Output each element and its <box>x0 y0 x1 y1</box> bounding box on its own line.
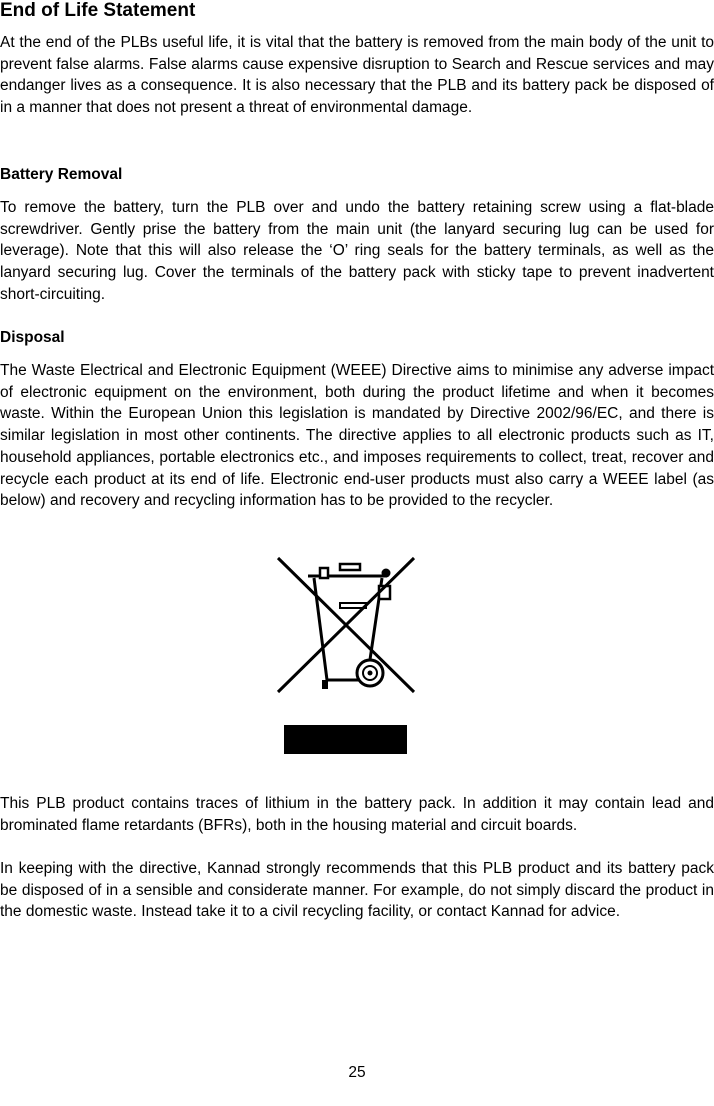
battery-removal-heading: Battery Removal <box>0 166 123 183</box>
battery-removal-paragraph: To remove the battery, turn the PLB over and undo the battery retaining screw using a flat-blade screwdriver. Gently prise the battery from the main unit (the lanyard securing lug can be used for leverage). Note that this will also release the ‘O’ ring seals for the battery terminals, as well as the lanyard securing lug. Cover the terminals of the battery pack with sticky tape to prevent inadvertent short-circuiting. <box>0 199 714 303</box>
recommendation-paragraph: In keeping with the directive, Kannad strongly recommends that this PLB product and its battery pack be disposed of in a sensible and considerate manner. For example, do not simply discard the product in the domestic waste. Instead take it to a civil recycling facility, or contact Kannad for advice. <box>0 860 714 921</box>
page-number: 25 <box>348 1064 366 1081</box>
intro-paragraph: At the end of the PLBs useful life, it is vital that the battery is removed from the main body of the unit to prevent false alarms. False alarms cause expensive disruption to Search and Rescue services and may endanger lives as a consequence. It is also necessary that the PLB and its battery pack be disposed of in a manner that does not present a threat of environmental damage. <box>0 34 714 117</box>
page-title: End of Life Statement <box>0 0 196 21</box>
disposal-heading: Disposal <box>0 329 65 346</box>
weee-label-bar <box>284 725 407 754</box>
disposal-paragraph: The Waste Electrical and Electronic Equipment (WEEE) Directive aims to minimise any adverse impact of electronic equipment on the environment, both during the product lifetime and when it becomes waste. Within the European Union this legislation is mandated by Directive 2002/96/EC, and there is similar legislation in most other continents. The directive applies to all electronic products such as IT, household appliances, portable electronics etc., and imposes requirements to collect, treat, recover and recycle each product at its end of life. Electronic end-user products must also carry a WEEE label (as below) and recovery and recycling information has to be provided to the recycler. <box>0 362 714 510</box>
crossed-out-wheelie-bin-icon <box>270 552 420 702</box>
lithium-note-paragraph: This PLB product contains traces of lithium in the battery pack. In addition it may contain lead and brominated flame retardants (BFRs), both in the housing material and circuit boards. <box>0 795 714 834</box>
